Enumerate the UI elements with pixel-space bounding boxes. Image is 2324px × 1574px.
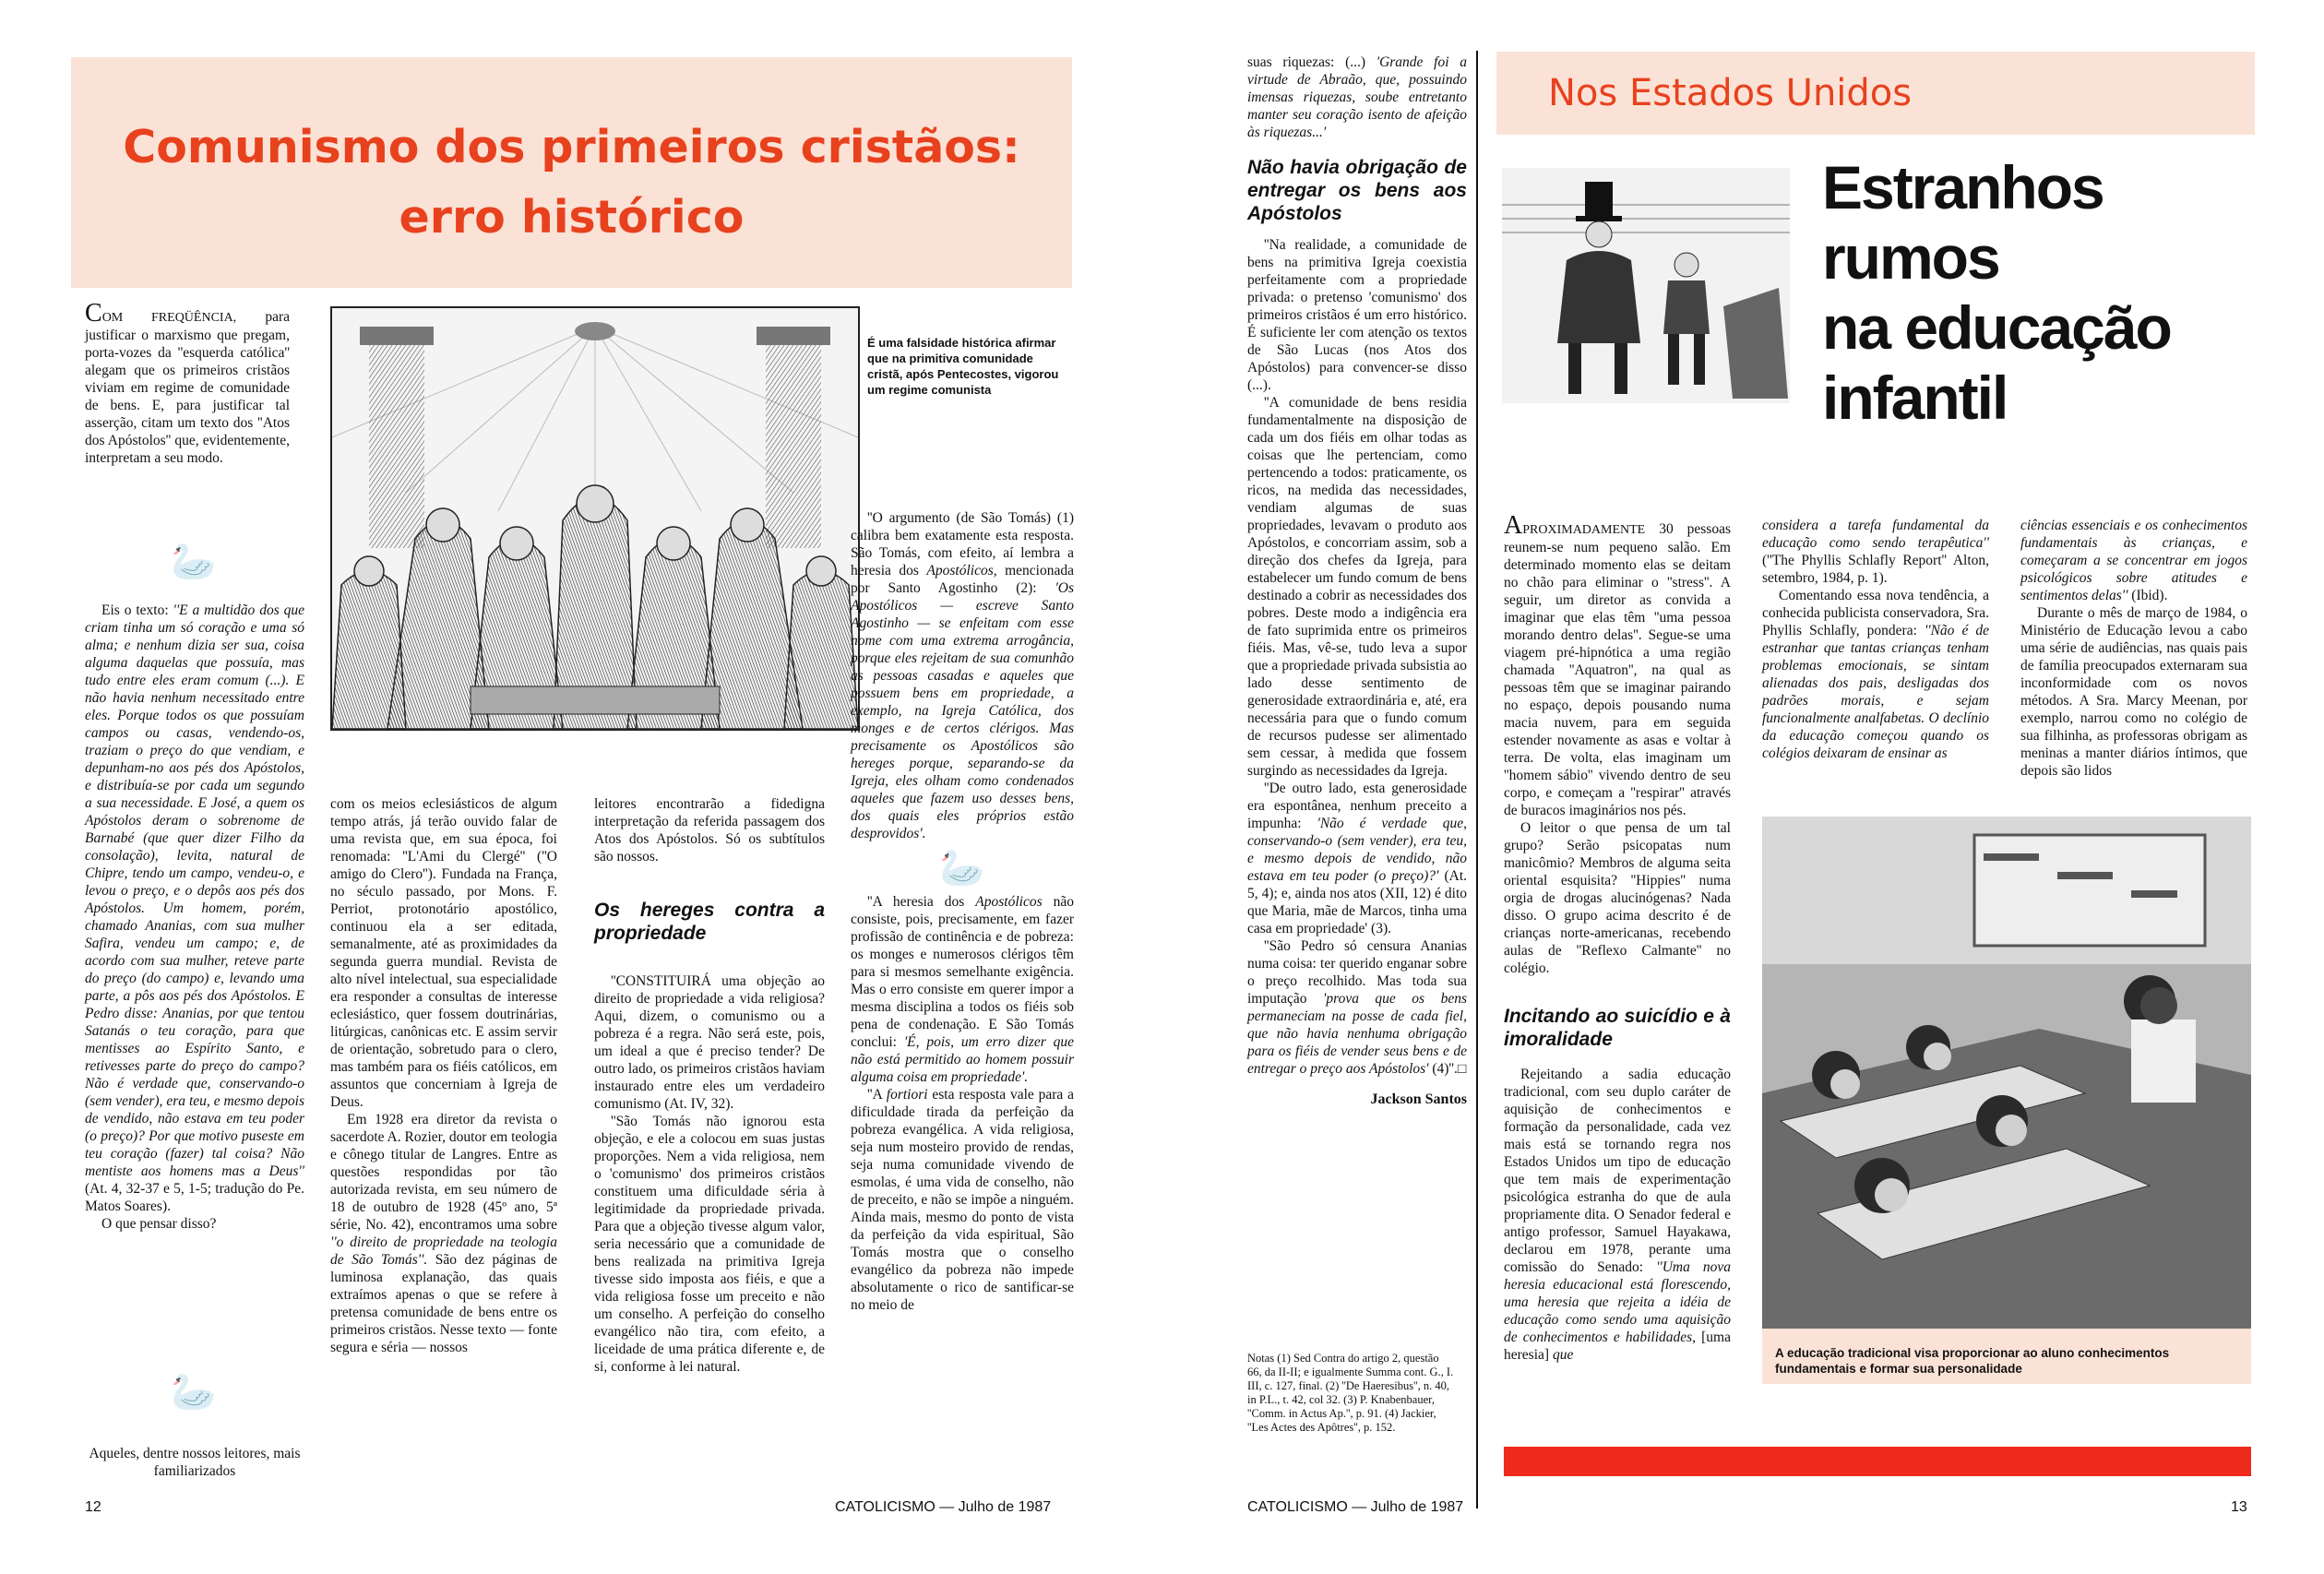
right-column-2: considera a tarefa fundamental da educação como sendo terapêutica'' (''The Phyllis Schlafly Report'' Alton, setembro, 1984, p. 1). Comentando essa nova tendência, a conhecida publicista conservadora, Sra. Phyllis Schlafly, pondera: ''Não é de estranhar que tantas crianças tenham problemas emocionais, se sintam alienadas dos pais, desligadas dos padrões morais, e sejam funcionalmente analfabetas. O declínio da educação começou quando os colégios deixaram de ensinar as <box>1762 518 1989 761</box>
pentecost-engraving-image <box>330 306 860 731</box>
left-column-2: com os meios eclesiásticos de algum tempo atrás, já terão ouvido falar de uma revista que, em sua época, foi renomada: ''L'Ami du Clergé'' (''O amigo do Clero''). Fundada na França, no século passado, por Mons. F. Perriot, protonotário apostólico, continuou ela a ser editada, semanalmente, até as proximidades da segunda guerra mundial. Revista de alto nível intelectual, sua especialidade era responder a consultas de interesse eclesiástico, quer fossem doutrinárias, litúrgicas, canônicas etc. E assim servir de orientação, sobretudo para o clero, mas também para os fiéis católicos, em assuntos que concerniam à Igreja de Deus. Em 1928 era diretor da revista o sacerdote A. Rozier, doutor em teologia e cônego titular de Langres. Entre as questões respondidas por tão autorizada revista, em seu número de 18 de outubro de 1928 (45º ano, 5ª série, No. 42), encontramos uma sobre ''o direito de propriedade na teologia de São Tomás''. São dez páginas de luminosa explanação, das quais extraímos apenas o que se refere à pretensa comunidade de bens entre os primeiros cristãos. Nesse texto — fonte segura e séria — nossos <box>330 796 558 1355</box>
drop-cap: C <box>85 299 102 328</box>
left-column-1-bottom: Aqueles, dentre nossos leitores, mais familiarizados <box>89 1446 301 1479</box>
footer-magazine-right: CATOLICISMO — Julho de 1987 <box>1247 1499 1464 1515</box>
swan-ornament-icon: 🦢 <box>171 541 217 582</box>
left-column-4: ''O argumento (de São Tomás) (1) calibra bem exatamente esta resposta. São Tomás, com efeito, aí lembra a heresia dos Apostólicos, mencionada por Santo Agostinho (2): 'Os Apostólicos — escreve Santo Agostinho — se enfeitam com esse nome com uma extrema arrogância, porque eles rejeitam de sua comunhão as pessoas casadas e aqueles que possuem bens em propriedade, a exemplo, na Igreja Católica, dos monges e de certos clérigos. Mas precisamente os Apostólicos são hereges porque, separando-se da Igreja, eles olham como condenados aqueles que fazem uso desses bens, dos quais eles próprios estão desprovidos'. 🦢 ''A heresia dos Apostólicos não consiste, pois, precisamente, em fazer profissão de continência e de pobreza: os monges e numerosos clérigos têm para si mesmos semelhante exigência. Mas o erro consiste em querer impor a mesma disciplina a todos os fiéis sob pena de condenação. E São Tomás conclui: 'É, pois, um erro dizer que não está permitido ao homem possuir alguma coisa em propriedade'. ''A fortiori esta resposta vale para a dificuldade tirada da perfeição da pobreza evangélica. A vida religiosa, seja num mosteiro provido de rendas, seja numa comunidade vivendo de esmolas, é uma vida de conselho, não de preceito, e não se impõe a ninguém. Ainda mais, mesmo do ponto de vista da perfeição da vida espiritual, São Tomás mostra que o conselho evangélico da pobreza não impede absolutamente o rico de santificar-se no meio de <box>851 510 1074 1313</box>
tophat-engraving-image <box>1502 168 1790 403</box>
right-column-3: ciências essenciais e os conhecimentos fundamentais às crianças, e começaram a se concentrar em jogos psicológicos sobre atitudes e sentimentos delas'' (Ibid). Durante o mês de março de 1984, o Ministério de Educação levou a cabo uma série de audiências, nas quais pais de família preocupados externaram sua inconformidade com os novos métodos. A Sra. Marcy Meenan, por exemplo, narrou como no colégio de sua filhinha, as professoras obrigam as meninas a manter diários íntimos, que depois são lidos <box>2020 518 2247 779</box>
subhead-obrigacao: Não havia obrigação de entregar os bens aos Apóstolos <box>1247 157 1467 224</box>
footnotes: Notas (1) Sed Contra do artigo 2, questão 66, da II-II; e igualmente Summa cont. G., I. III, c. 127, final. (2) ''De Haeresibus'', n. 40, in P.L., t. 42, col 32. (3) P. Knabenbauer, ''Comm. in Actus Ap.'', p. 91. (4) Jackier, ''Les Actes des Apôtres'', p. 152. <box>1247 1352 1454 1434</box>
section-kicker-panel <box>1496 52 2255 135</box>
classroom-photo-graphic <box>1762 817 2251 1329</box>
subhead-hereges: Os hereges contra a propriedade <box>594 900 825 944</box>
page-number-right: 13 <box>2231 1499 2247 1515</box>
classroom-photo <box>1762 817 2251 1329</box>
page-number-left: 12 <box>85 1499 101 1515</box>
left-column-3: leitores encontrarão a fidedigna interpretação da referida passagem dos Atos dos Apóstolos. Só os subtítulos são nossos. Os hereges contra a propriedade ''CONSTITUIRÁ uma objeção ao direito de propriedade a vida religiosa? Aqui, dizem, o comunismo ou a pobreza é a regra. Não será este, pois, um ideal a que é preciso tender? De outro lado, os primeiros cristãos haviam instaurado entre eles um verdadeiro comunismo (At. IV, 32). ''São Tomás não ignorou esta objeção, e ele a colocou em suas justas proporções. Nem a vida religiosa, nem o 'comunismo' dos primeiros cristãos constituem uma dificuldade séria à legitimidade da propriedade privada. Para que a objeção tivesse algum valor, seria necessário que a comunidade de bens realizada na primitiva Igreja tivesse sido imposta aos fiéis, e que a vida religiosa fosse um preceito e não um conselho. A perfeição do conselho evangélico não tira, com efeito, a liceidade de uma prática diferente e, de si, conforme à lei natural. <box>594 796 825 1375</box>
article-title: Comunismo dos primeiros cristãos: erro histórico <box>123 121 1020 244</box>
section-kicker: Nos Estados Unidos <box>1548 72 1913 114</box>
right-column-1: APROXIMADAMENTE 30 pessoas reunem-se num pequeno salão. Em determinado momento elas se deitam no chão para eliminar o ''stress''. A seguir, um diretor as convida a imaginar que elas têm ''uma pessoa morando dentro delas''. Segue-se uma viagem pré-hipnótica a uma região chamada ''Aquatron'', na qual as pessoas têm que se imaginar pairando no espaço, depois pousando numa macia nuvem, para em seguida estender novamente as asas e voltar à terra. De volta, elas imaginam um ''homem sábio'' vivendo dentro de seu corpo, e começam a ''respirar'' através de buracos imaginários nos pés. O leitor o que pensa de um tal grupo? Serão psicopatas num manicômio? Membros de alguma seita oriental esquisita? ''Hippies'' numa orgia de drogas alucinógenas? Nada disso. O grupo acima descrito é de crianças norte-americanas, recebendo aulas de ''Reflexo Calmante'' no colégio. Incitando ao suicídio e à imoralidade Rejeitando a sadia educação tradicional, com seu duplo caráter de aquisição de conhecimentos e formação da personalidade, cada vez mais está se tornando regra nos Estados Unidos um tipo de educação que tem mais de experimentação psicológica estranha do que de aula propriamente dita. O Senador federal e antigo professor, Samuel Hayakawa, declarou em 1978, perante uma comissão do Senado: ''Uma nova heresia educacional está florescendo, uma heresia que rejeita a idéia de educação como sendo uma aquisição de conhecimentos e habilidades, [uma heresia] que <box>1504 511 1731 1363</box>
subhead-incitando: Incitando ao suicídio e à imoralidade <box>1504 1006 1731 1050</box>
author-byline: Jackson Santos <box>1370 1091 1467 1107</box>
pull-quote: É uma falsidade histórica afirmar que na primitiva comunidade cristã, após Pentecostes, vigorou um regime comunista <box>867 336 1059 397</box>
drop-cap-2: A <box>1504 511 1523 540</box>
feature-headline: Estranhos rumos na educação infantil <box>1822 153 2171 432</box>
engraving-illustration <box>332 308 858 729</box>
red-accent-bar <box>1504 1447 2251 1476</box>
swan-ornament-icon-3: 🦢 <box>939 847 985 888</box>
left-column-1: Eis o texto: ''E a multidão dos que criam tinha um só coração e uma só alma; e nenhum dizia ser sua, coisa alguma daquelas que possuía, mas tudo entre eles eram comum (...). E não havia nenhum necessitado entre eles. Porque todos os que possuíam campos ou casas, vendendo-os, traziam o preço do que vendiam, e depunham-no aos pés dos Apóstolos, e distribuía-se por cada um segundo a sua necessidade. E José, a quem os Apóstolos deram o sobrenome de Barnabé (que quer dizer Filho da consolação), levita, natural de Chipre, tendo um campo, vendeu-o, e levou o preço, e o depôs aos pés dos Apóstolos. Um homem, porém, chamado Ananias, com sua mulher Safira, vendeu um campo; e, de acordo com sua mulher, reteve parte do preço (do campo) e, levando uma parte, a pôs aos pés dos Apóstolos. E Pedro disse: Ananias, por que tentou Satanás o teu coração, para que mentisses ao Espírito Santo, e retivesses parte do preço do campo? Não é verdade que, conservando-o (sem vender), era teu, e mesmo depois de vendido, não estava em teu poder (o preço)? Por que motivo puseste em teu coração (fazer) tal coisa? Não mentiste aos homens mas a Deus'' (At. 4, 32-37 e 5, 1-5; tradução do Pe. Matos Soares). O que pensar disso? <box>85 602 304 1232</box>
swan-ornament-icon-2: 🦢 <box>171 1371 217 1413</box>
engraving-illustration-2 <box>1502 168 1790 403</box>
left-header-panel <box>71 57 1072 288</box>
column-divider <box>1476 51 1478 1508</box>
photo-caption: A educação tradicional visa proporcionar ao aluno conhecimentos fundamentais e formar sua personalidade <box>1762 1329 2251 1384</box>
footer-magazine-left: CATOLICISMO — Julho de 1987 <box>835 1499 1052 1515</box>
intro-paragraph: COM FREQÜÊNCIA, para justificar o marxismo que pregam, porta-vozes da ''esquerda católica'' alegam que os primeiros cristãos viviam em regime de comunidade de bens. E, para justificar tal asserção, citam um texto dos ''Atos dos Apóstolos'' que, evidentemente, interpretam a seu modo. <box>85 299 290 466</box>
right-continuation-column: suas riquezas: (...) 'Grande foi a virtude de Abraão, que, possuindo imensas riquezas, soube entretanto manter seu coração isento de afeição às riquezas...' Não havia obrigação de entregar os bens aos Apóstolos ''Na realidade, a comunidade de bens na primitiva Igreja coexistia perfeitamente com a propriedade privada: o pretenso 'comunismo' dos primeiros cristãos é um erro histórico. É suficiente ler com atenção os textos de São Lucas (nos Atos dos Apóstolos) para convencer-se disso (...). ''A comunidade de bens residia fundamentalmente na disposição de cada um dos fiéis em olhar todas as coisas que lhe pertenciam, como pertencendo a todos: praticamente, os ricos, na medida das necessidades, vendiam algumas de suas propriedades, levavam o produto aos Apóstolos, e concorriam assim, sob a direção dos chefes da Igreja, para estabelecer um fundo comum de bens destinado a cobrir as necessidades dos pobres. Deste modo a indigência era de fato suprimida entre os primeiros fiéis. Mas, vê-se, tudo leva a supor que a propriedade privada subsistia ao lado desse sentimento de generosidade extraordinária e, até, era necessária para que o fundo comum de recursos pudesse ser alimentado sem cessar, à medida que fossem surgindo as necessidades da Igreja. ''De outro lado, esta generosidade era espontânea, nenhum preceito a impunha: 'Não é verdade que, conservando-o (sem vender), era teu, e mesmo depois de vendido, não estava em teu poder (o preço)?' (At. 5, 4); e, ainda nos atos (XII, 12) é dito que Maria, mãe de Marcos, tinha uma casa em propriedade' (3). ''São Pedro só censura Ananias numa coisa: ter querido enganar sobre o preço recolhido. Mas toda sua imputação 'prova que os bens permaneciam na posse de cada fiel, que não havia nenhuma obrigação para os fiéis de vender seus bens e de entregar o preço aos Apóstolos' (4)''.□ Jackson Santos <box>1247 54 1468 1107</box>
